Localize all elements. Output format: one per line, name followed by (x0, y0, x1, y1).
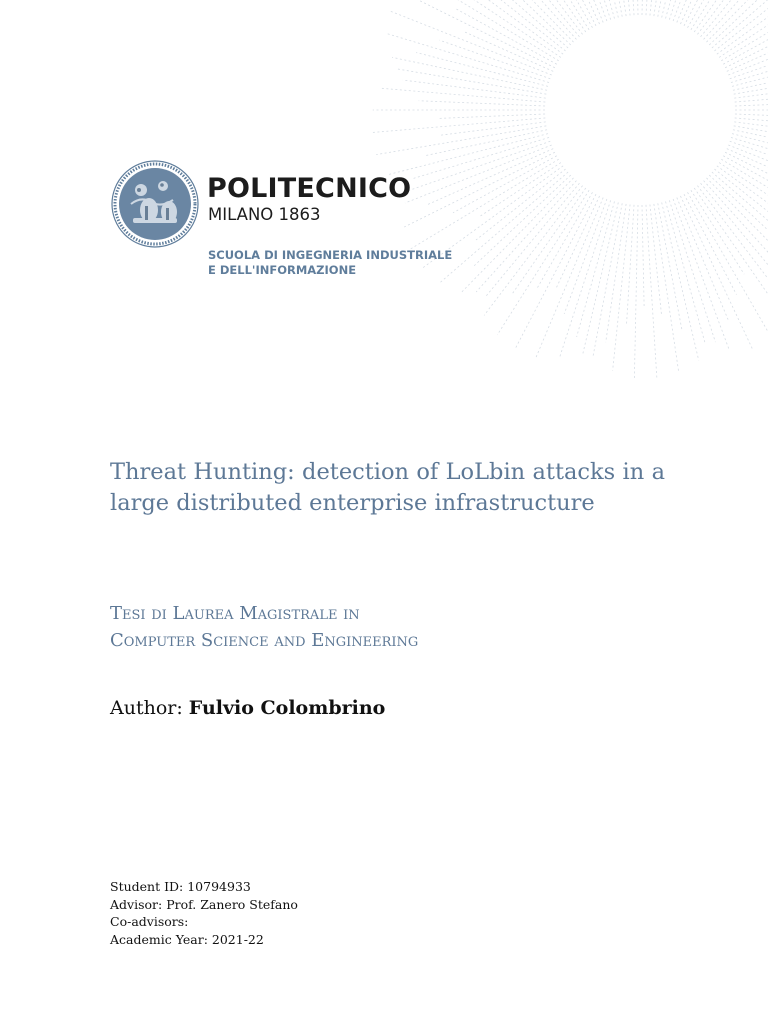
sunburst-ray (559, 200, 610, 358)
sunburst-ray (680, 196, 753, 350)
sunburst-ray (484, 186, 582, 316)
degree-description (110, 600, 670, 654)
sunburst-ray (456, 9, 557, 65)
sunburst-ray (428, 149, 553, 205)
sunburst-ray (734, 122, 768, 143)
university-name: POLITECNICO (207, 173, 412, 204)
sunburst-ray (646, 205, 657, 380)
sunburst-ray (416, 53, 548, 87)
degree-line2: Computer Science and Engineering (110, 630, 419, 651)
sunburst-ray (709, 175, 768, 280)
sunburst-ray (626, 205, 634, 326)
sunburst-ray (543, 0, 603, 22)
co-advisors: Co-advisors: (110, 914, 189, 929)
sunburst-ray (611, 0, 626, 16)
sunburst-ray (404, 152, 555, 227)
sunburst-ray (697, 186, 768, 281)
sunburst-ray (577, 202, 615, 337)
sunburst-ray (634, 0, 638, 15)
sunburst-ray (712, 0, 768, 48)
student-id: Student ID: 10794933 (110, 879, 251, 894)
sunburst-ray (642, 0, 645, 15)
sunburst-ray (564, 199, 607, 314)
sunburst-ray (590, 0, 623, 17)
academic-year: Academic Year: 2021-22 (110, 931, 264, 947)
sunburst-ray (627, 0, 634, 15)
sunburst-ray (706, 178, 768, 290)
sunburst-ray (515, 194, 596, 349)
sunburst-ray (727, 10, 768, 71)
sunburst-ray (479, 163, 561, 217)
school-name-line1: SCUOLA DI INGEGNERIA INDUSTRIALE (208, 248, 453, 262)
sunburst-ray (654, 0, 676, 16)
author-label: Author: (110, 697, 189, 719)
school-name-line2: E DELL'INFORMAZIONE (208, 263, 357, 277)
sunburst-ray (634, 205, 638, 378)
sunburst-ray (390, 11, 552, 75)
sunburst-ray (694, 188, 768, 331)
sunburst-ray (654, 204, 679, 373)
sunburst-ray (406, 141, 550, 191)
sunburst-ray (453, 156, 557, 213)
sunburst-ray (728, 145, 768, 192)
sunburst-ray (449, 0, 561, 57)
sunburst-ray (728, 16, 768, 75)
sunburst-ray (439, 172, 568, 283)
sunburst-ray (612, 0, 630, 16)
sunburst-ray (691, 0, 765, 30)
sunburst-ray (419, 101, 545, 106)
sunburst-ray (684, 0, 740, 26)
sunburst-ray (388, 34, 550, 83)
sunburst-ray (441, 122, 546, 135)
sunburst-ray (496, 0, 589, 30)
sunburst-ray (399, 0, 555, 68)
sunburst-ray (642, 205, 644, 307)
sunburst-ray (650, 204, 662, 315)
sunburst-ray (734, 76, 768, 98)
sunburst-ray (717, 166, 768, 239)
sunburst-ray (388, 134, 548, 175)
sunburst-ray (461, 178, 573, 293)
thesis-metadata (110, 878, 298, 948)
sunburst-ray (512, 188, 586, 294)
sunburst-ray (552, 0, 607, 21)
sunburst-ray (691, 190, 744, 274)
sunburst-ray (662, 0, 692, 18)
sunburst-ray (583, 202, 618, 353)
sunburst-ray (381, 88, 545, 102)
sunburst-ray (712, 172, 768, 265)
sunburst-ray (476, 169, 566, 240)
university-city-year: MILANO 1863 (208, 205, 321, 224)
author-name: Fulvio Colombrino (188, 697, 386, 719)
thesis-title: Threat Hunting: detection of LoLbin attacks in a large distributed enterprise infrastructure (110, 459, 665, 516)
sunburst-ray (458, 0, 568, 48)
sunburst-ray (593, 203, 622, 356)
sunburst-ray (476, 181, 576, 292)
sunburst-ray (706, 0, 768, 42)
sunburst-ray (694, 0, 768, 32)
degree-line1: Tesi di Laurea Magistrale in (110, 603, 360, 624)
sunburst-ray (684, 194, 736, 294)
sunburst-ray (732, 134, 768, 172)
sunburst-ray (725, 152, 768, 200)
sunburst-ray (733, 130, 768, 163)
sunburst-ray (719, 163, 768, 259)
advisor: Advisor: Prof. Zanero Stefano (110, 896, 298, 912)
politecnico-seal-logo (111, 160, 199, 248)
sunburst-ray (658, 0, 688, 17)
sunburst-ray (539, 0, 599, 24)
sunburst-ray (709, 0, 768, 45)
sunburst-ray (613, 204, 630, 370)
sunburst-ray (701, 183, 768, 312)
sunburst-ray (392, 57, 547, 90)
sunburst-ray (556, 196, 600, 289)
sunburst-ray (438, 114, 545, 118)
school-name (208, 248, 452, 278)
sunburst-ray (537, 192, 592, 287)
sunburst-ray (646, 0, 656, 15)
sunburst-ray (730, 141, 768, 195)
sunburst-ray (396, 69, 546, 94)
sunburst-ray (730, 35, 768, 79)
sunburst-ray (688, 192, 768, 343)
sunburst-ray (662, 202, 699, 360)
author-line (110, 697, 385, 719)
sunburst-ray (403, 80, 546, 98)
sunburst-ray (734, 126, 768, 149)
sunburst-ray (725, 3, 768, 68)
sunburst-ray (424, 130, 547, 156)
sunburst-ray (414, 0, 559, 61)
sunburst-ray (714, 169, 768, 272)
sunburst-ray (731, 34, 768, 83)
